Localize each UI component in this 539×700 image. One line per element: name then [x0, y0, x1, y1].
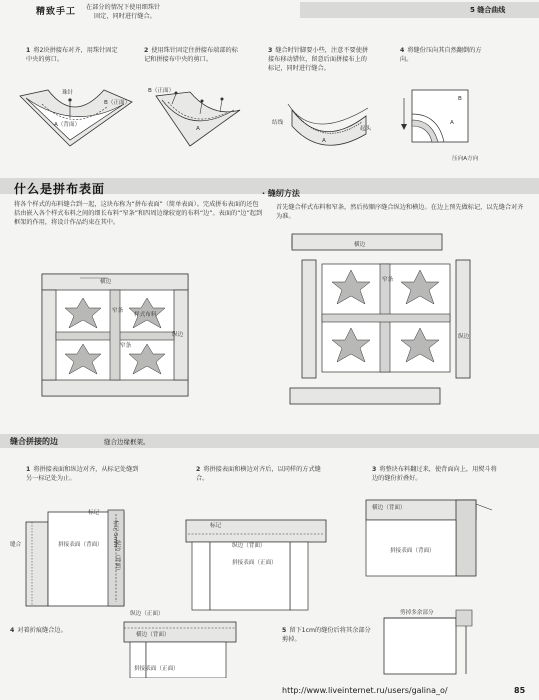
b1-mark-label: 标记: [88, 510, 100, 516]
fig2-a-label: A: [196, 126, 200, 132]
b4-horizontal-label: 横边（背面）: [136, 632, 170, 638]
figure-curve-4: [398, 84, 478, 152]
fig2-b-label: B（正面）: [148, 88, 175, 94]
method-label-vertical: 纵边: [458, 334, 470, 340]
b2-vertical-label: 纵边（背面）: [232, 543, 266, 549]
b1-surface-label: 拼接表面（背面）: [58, 542, 103, 548]
b2-mark-label: 标记: [210, 523, 222, 529]
section-band-border: [0, 434, 539, 448]
fig4-direction-label: 压向A方向: [452, 156, 479, 162]
section-title-method: · 缝纫方法: [262, 189, 300, 198]
surface-label-pattern: 样式布料: [134, 312, 157, 318]
b3-horizontal-label: 横边（背面）: [372, 505, 406, 511]
border-step-1: 1 将拼接表面和纵边对齐，从标记处缝到另一标记处为止。: [26, 466, 139, 482]
fig3-start-label: 起头: [360, 126, 372, 132]
step-top-3: 3 缝合时针脚要小些，注意不要使拼接布移动错位，留意后面拼接布上的标记，同时进行缝合。: [268, 47, 369, 72]
section-title-border: 缝合拼接的边: [10, 437, 58, 446]
surface-label-vertical: 纵边: [172, 332, 184, 338]
border-step-2: 2 将拼接表面和横边对齐后，以同样的方式缝合。: [196, 466, 321, 482]
fig1-pin-label: 珠针: [62, 90, 74, 96]
quilt-assembly-diagram: [284, 228, 484, 416]
figure-curve-1: [12, 84, 137, 150]
b1-seam-label: 缝合: [10, 542, 22, 548]
b1-mark5-label: 标记 5mm: [112, 520, 118, 548]
fig4-a-label: A: [450, 120, 454, 126]
step-top-1: 1 将2块拼接布对齐，用珠针固定中央的剪口。: [26, 47, 118, 63]
step-top-4: 4 将缝份压向其自然翻倒的方向。: [400, 47, 482, 63]
fig1-a-label: A（背面）: [54, 122, 81, 128]
surface-label-strip-2: 窄条: [120, 343, 132, 349]
method-label-strip: 窄条: [382, 277, 394, 283]
surface-label-strip: 窄条: [112, 308, 124, 314]
section-surface-paragraph: 将各个样式的布料缝合到一起，这块布称为“拼布表面”（简单表面）。完成拼布表面的还包括由嵌入各个样式布料之间的细长布料“窄条”和四周边缘较宽的布料“边”。表面的“边”起到框架的作用，将设计作品约束在其中。: [14, 201, 263, 226]
top-note-2: 固定，同时进行缝合。: [94, 13, 156, 20]
border-figure-2: [178, 494, 334, 612]
border-step-3: 3 将整块布料翻过来，使背面向上，用熨斗将边的缝份折叠好。: [372, 466, 497, 482]
section-subtitle-border: 缝合边缘框架。: [104, 438, 150, 446]
border-step-5: 5 留下1cm的缝份后将其余部分剪掉。: [282, 627, 371, 643]
footer-url[interactable]: http://www.liveinternet.ru/users/galina_o/: [282, 686, 448, 695]
step-top-2: 2 使用珠针固定住拼接布端部的标记和拼接布中央的剪口。: [144, 47, 238, 63]
figure-curve-3: [282, 90, 372, 152]
b2-surface-label: 拼接表面（正面）: [232, 560, 277, 566]
b4-vertical-label: 纵边（正面）: [130, 611, 164, 617]
page-number: 85: [514, 686, 526, 695]
top-right-title: 5 缝合曲线: [470, 6, 506, 14]
quilt-surface-diagram: [40, 272, 190, 398]
logo: 精致手工: [36, 7, 77, 17]
fig3-a-label: A: [322, 138, 326, 144]
b4-surface-label: 拼接表面（正面）: [134, 666, 179, 672]
b1-vertical-label: 纵边（背面）: [114, 540, 120, 574]
surface-label-horizontal: 横边: [100, 279, 112, 285]
section-title-surface: 什么是拼布表面: [14, 182, 106, 196]
fig4-b-label: B: [458, 96, 462, 102]
fig3-knot-label: 结线: [272, 120, 284, 126]
b5-cut-label: 剪掉多余部分: [400, 610, 434, 616]
b3-surface-label: 拼接表面（背面）: [390, 548, 435, 554]
method-label-horizontal: 横边: [354, 242, 366, 248]
fig1-b-label: B（正面）: [104, 100, 131, 106]
top-note: 在部分的情况下使用细珠针: [86, 4, 161, 11]
section-method-paragraph: 首先缝合样式布料和窄条，然后按顺序缝合纵边和横边。在边上预先做标记，以先缝合对齐为准。: [276, 204, 524, 220]
border-step-4: 4 对着折痕缝合边。: [10, 627, 67, 634]
border-figure-5: [380, 608, 480, 678]
